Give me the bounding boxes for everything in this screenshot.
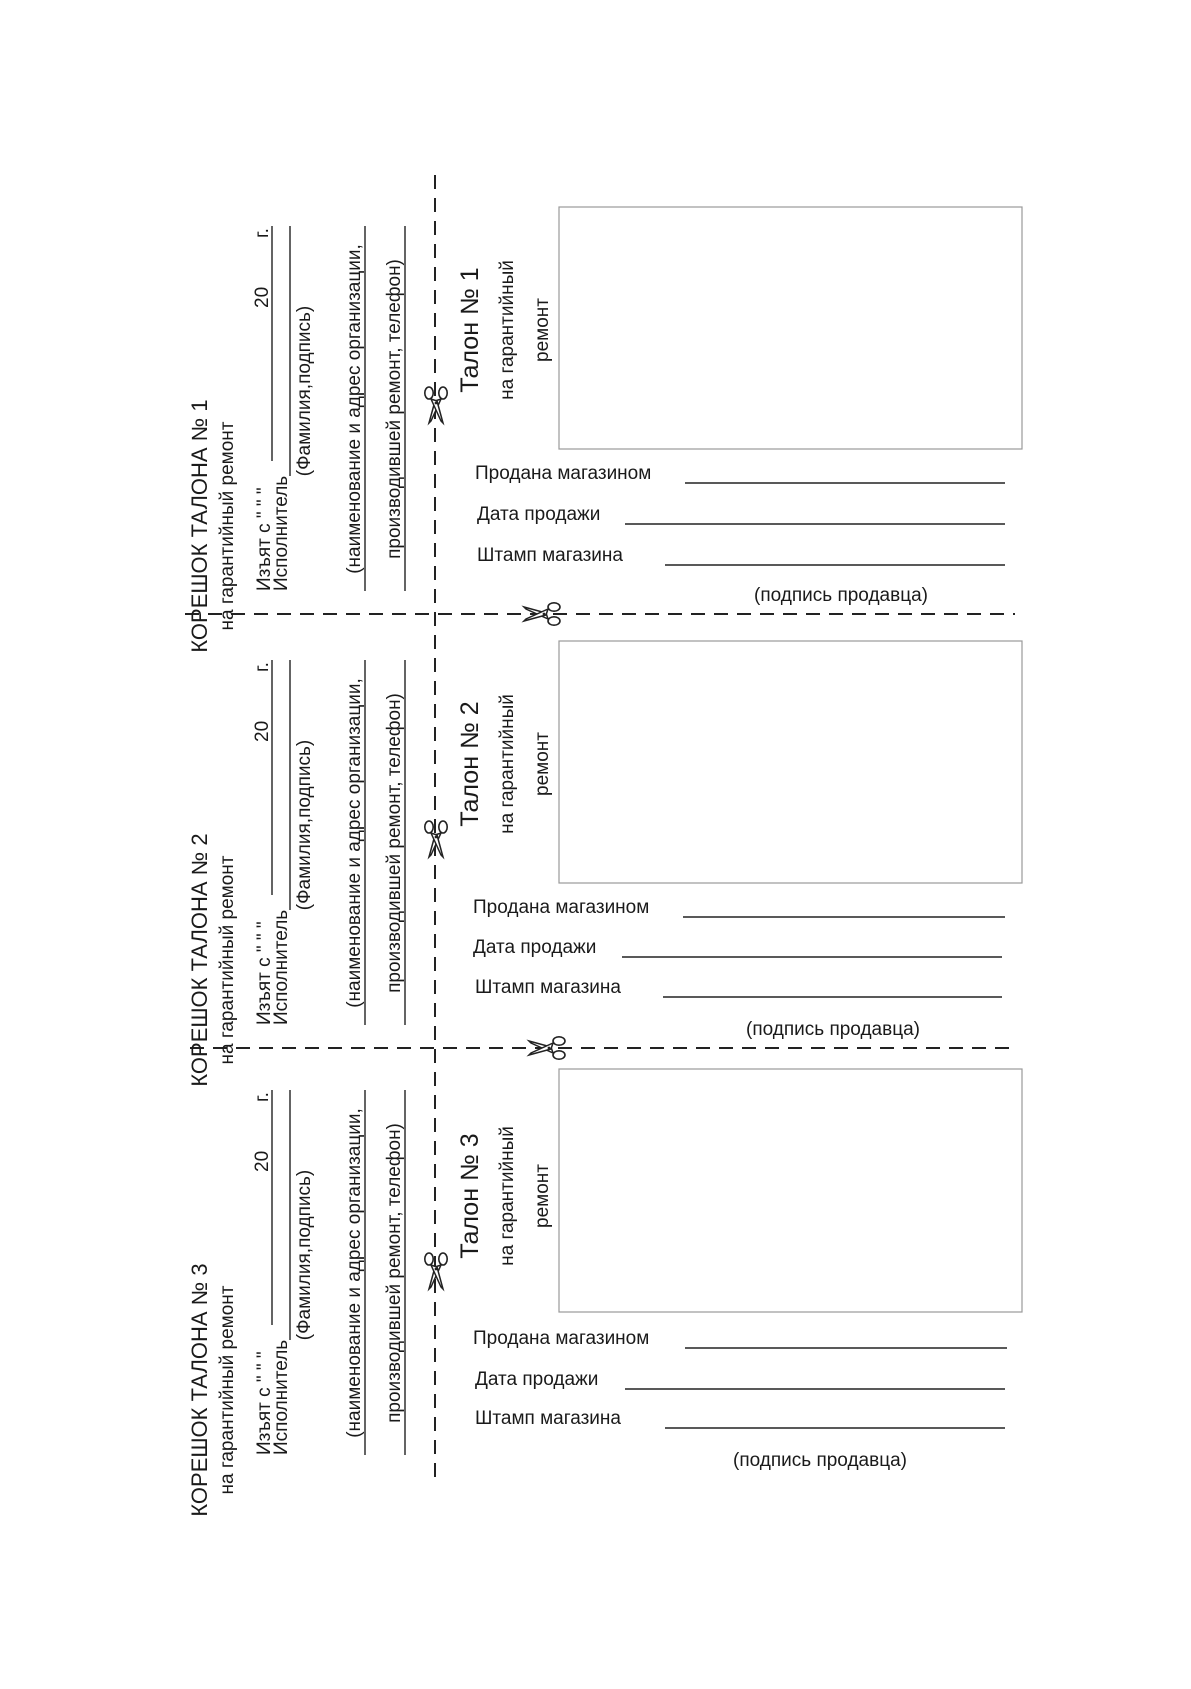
stub-3	[187, 1090, 405, 1517]
stub-1	[187, 226, 405, 653]
coupon-title: Талон № 1	[456, 267, 484, 393]
year-suffix: г.	[252, 228, 273, 238]
sold-by-label: Продана магазином	[473, 897, 650, 918]
stamp-label: Штамп магазина	[475, 1408, 621, 1429]
removed-label: Изъят с " " "	[254, 921, 275, 1025]
executor-label: Исполнитель	[271, 909, 292, 1025]
org-caption-line1: (наименование и адрес организации,	[344, 1108, 365, 1438]
year-suffix: г.	[252, 662, 273, 672]
sale-date-label: Дата продажи	[477, 504, 601, 525]
coupon-3	[456, 1069, 1022, 1471]
coupon-subtitle-line1: на гарантийный	[497, 694, 518, 834]
coupon-1	[456, 207, 1022, 606]
warranty-block-1	[187, 207, 1022, 653]
coupon-subtitle-line1: на гарантийный	[497, 260, 518, 400]
org-caption-line2: производившей ремонт, телефон)	[384, 1123, 405, 1423]
sale-date-label: Дата продажи	[473, 937, 597, 958]
executor-label: Исполнитель	[271, 475, 292, 591]
signature-caption: (подпись продавца)	[746, 1019, 920, 1040]
sold-by-label: Продана магазином	[473, 1328, 650, 1349]
year-prefix: 20	[252, 286, 273, 308]
stamp-box	[559, 207, 1022, 449]
year-prefix: 20	[252, 720, 273, 742]
executor-caption: (Фамилия,подпись)	[294, 305, 315, 477]
stamp-label: Штамп магазина	[475, 977, 621, 998]
coupon-subtitle-line1: на гарантийный	[497, 1126, 518, 1266]
executor-label: Исполнитель	[271, 1339, 292, 1455]
org-caption-line1: (наименование и адрес организации,	[344, 678, 365, 1008]
stamp-box	[559, 1069, 1022, 1312]
coupon-subtitle-line2: ремонт	[532, 298, 553, 362]
org-caption-line1: (наименование и адрес организации,	[344, 244, 365, 574]
stub-title: КОРЕШОК ТАЛОНА № 1	[187, 399, 212, 653]
sale-date-label: Дата продажи	[475, 1369, 599, 1390]
removed-label: Изъят с " " "	[254, 1351, 275, 1455]
signature-caption: (подпись продавца)	[754, 585, 928, 606]
org-caption-line2: производившей ремонт, телефон)	[384, 259, 405, 559]
stub-subtitle: на гарантийный ремонт	[217, 421, 238, 631]
coupon-title: Талон № 3	[456, 1133, 484, 1259]
sold-by-label: Продана магазином	[475, 463, 652, 484]
year-prefix: 20	[252, 1150, 273, 1172]
coupon-subtitle-line2: ремонт	[532, 732, 553, 796]
stub-subtitle: на гарантийный ремонт	[217, 1285, 238, 1495]
executor-caption: (Фамилия,подпись)	[294, 739, 315, 911]
stamp-box	[559, 641, 1022, 883]
warranty-block-2	[187, 641, 1022, 1087]
stamp-label: Штамп магазина	[477, 545, 623, 566]
signature-caption: (подпись продавца)	[733, 1450, 907, 1471]
org-caption-line2: производившей ремонт, телефон)	[384, 693, 405, 993]
removed-label: Изъят с " " "	[254, 487, 275, 591]
stub-title: КОРЕШОК ТАЛОНА № 3	[187, 1263, 212, 1517]
coupon-2	[456, 641, 1022, 1040]
warranty-block-3	[187, 1069, 1022, 1517]
coupon-subtitle-line2: ремонт	[532, 1164, 553, 1228]
executor-caption: (Фамилия,подпись)	[294, 1169, 315, 1341]
stub-title: КОРЕШОК ТАЛОНА № 2	[187, 833, 212, 1087]
coupon-title: Талон № 2	[456, 701, 484, 827]
stub-subtitle: на гарантийный ремонт	[217, 855, 238, 1065]
year-suffix: г.	[252, 1092, 273, 1102]
stub-2	[187, 660, 405, 1087]
